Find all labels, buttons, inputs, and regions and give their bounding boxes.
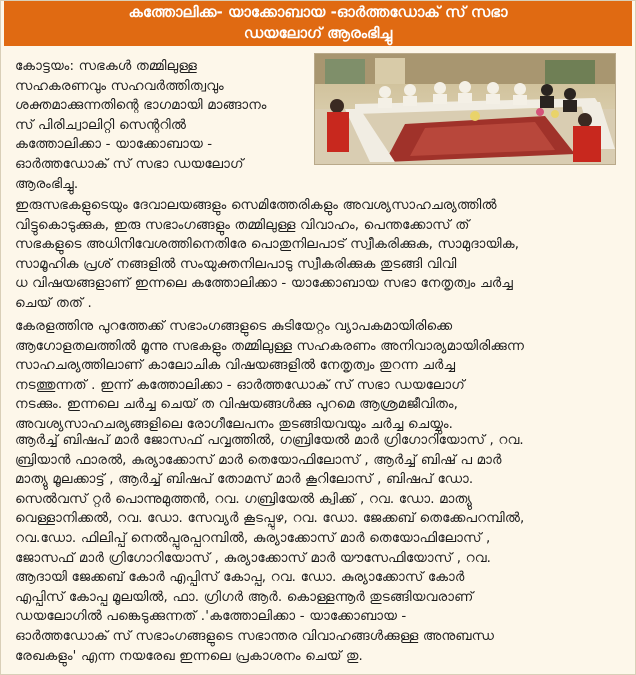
paragraph-line: കേരളത്തിനു പുറത്തേക്ക് സഭാംഗങ്ങളുടെ കുടിയേറ്റം വ്യാപകമായിരിക്കെ: [15, 319, 453, 334]
lead-line: ആരംഭിച്ചു.: [15, 176, 79, 192]
paragraph-line: സാഹചര്യത്തിലാണ് കാലോചിക വിഷയങ്ങളിൽ നേതൃത്വം തുറന്ന ചർച്ച: [15, 358, 456, 374]
paragraph-line: രേഖകളും' എന്ന നയരേഖ ഇന്നലെ പ്രകാശനം ചെയ് തു.: [15, 648, 363, 664]
paragraph-line: സെൽവസ് റ്റർ പൊന്നുമുത്തൻ, റവ. ഗബ്രിയേൽ ക്വിക്ക് , റവ. ഡോ. മാത്യു: [15, 491, 472, 507]
paragraph-line: ചെയ് തത് .: [15, 295, 92, 311]
lead-paragraph: [15, 57, 307, 194]
paragraph-line: ആദായി ജേക്കബ് കോർ എപ്പിസ് കോപ്പ, റവ. ഡോ. കുര്യാക്കോസ് കോർ: [15, 570, 465, 586]
lead-line: സഹകരണവും സഹവർത്തിത്വവും: [15, 78, 224, 94]
meeting-photo: [314, 53, 616, 165]
paragraph-line: വിട്ടുകൊടുക്കുക, ഇരു സഭാംഗങ്ങളും തമ്മിലുള്ള വിവാഹം, പെന്തക്കോസ് ത്: [15, 217, 470, 233]
paragraph-line: ഡയലോഗിൽ പങ്കെടുക്കുന്നത് .'കത്തോലിക്കാ - യാക്കോബായ -: [15, 609, 407, 625]
paragraph-line: സാമൂഹിക പ്രശ് നങ്ങളിൽ സംയുക്തനിലപാടു സ്വീകരിക്കുക തുടങ്ങി വിവി: [15, 256, 457, 272]
paragraph-line: ആർച്ച് ബിഷപ് മാർ ജോസഫ് പവ്വത്തിൽ, ഗബ്രിയേൽ മാർ ഗ്രിഗോറിയോസ് , റവ.: [15, 433, 524, 448]
headline-banner: [4, 1, 632, 46]
paragraph-line: വെള്ളാനിക്കൽ, റവ. ഡോ. സേവ്യർ കൂടപ്പുഴ, റവ. ഡോ. ജേക്കബ് തെക്കേപറമ്പിൽ,: [15, 511, 525, 527]
lead-line: കോട്ടയം: സഭകൾ തമ്മിലുള്ള: [15, 59, 197, 74]
lead-line: ഓർത്തഡോക് സ് സഭാ ഡയലോഗ്: [15, 156, 244, 172]
paragraph-line: ബ്രിയാൻ ഫാരൽ, കുര്യാക്കോസ് മാർ തെയോഫിലോസ് , ആർച്ച് ബിഷ് പ മാർ: [15, 452, 502, 468]
paragraph-line: നടത്തുന്നത് . ഇന്ന് കത്തോലിക്കാ - ഓർത്തഡോക് സ് സഭാ ഡയലോഗ്: [15, 377, 465, 393]
body-paragraph-2: [15, 317, 625, 435]
paragraph-line: എപ്പിസ് കോപ്പ മൂലയിൽ, ഫാ. ഗ്രിഗർ ആർ. കൊള്ളന്നൂർ തുടങ്ങിയവരാണ്: [15, 589, 474, 605]
paragraph-line: ധ വിഷയങ്ങളാണ് ഇന്നലെ കത്തോലിക്കാ - യാക്കോബായ സഭാ നേതൃത്വം ചർച്ച: [15, 276, 513, 292]
paragraph-line: ആഗോളതലത്തിൽ മൂന്നു സഭകളും തമ്മിലുള്ള സഹകരണം അനിവാര്യമായിരിക്കുന്ന: [15, 338, 524, 354]
paragraph-line: ജോസഫ് മാർ ഗ്രിഗോറിയോസ് , കുര്യാക്കോസ് മാർ യൗസേഫിയോസ് , റവ.: [15, 550, 492, 566]
paragraph-line: സഭകളുടെ അധിനിവേശത്തിനെതിരേ പൊതുനിലപാട് സ്വീകരിക്കുക, സാമുദായിക,: [15, 237, 520, 253]
paragraph-line: ഓർത്തഡോക് സ് സഭാംഗങ്ങളുടെ സഭാന്തര വിവാഹങ്ങൾക്കുള്ള അനുബന്ധ: [15, 628, 494, 644]
paragraph-line: അവശ്യസാഹചര്യങ്ങളിലെ രോഗീലേപനം തുടങ്ങിയവയും ചർച്ച ചെയ്യും.: [15, 416, 454, 432]
body-paragraph-1: [15, 196, 625, 314]
paragraph-line: റവ.ഡോ. ഫിലിപ്പ് നെൽപ്പുരപ്പറമ്പിൽ, കുര്യാക്കോസ് മാർ തെയോഫിലോസ് ,: [15, 530, 491, 546]
body-paragraph-3: [15, 431, 625, 666]
headline-line-1: കത്തോലിക്ക- യാക്കോബായ -ഓർത്തഡോക് സ് സഭാ: [128, 3, 508, 21]
lead-line: സ് പിരിച്വാലിറ്റി സെന്ററിൽ: [15, 117, 186, 133]
paragraph-line: നടക്കും. ഇന്നലെ ചർച്ച ചെയ് ത വിഷയങ്ങൾക്കു പുറമെ ആശ്രമജീവിതം,: [15, 397, 459, 413]
paragraph-line: മാത്യു മൂലക്കാട്ട് , ആർച്ച് ബിഷപ് തോമസ് മാർ കൂറിലോസ് , ബിഷപ് ഡോ.: [15, 472, 474, 488]
headline-line-2: ഡയലോഗ് ആരംഭിച്ചു: [243, 24, 393, 42]
lead-line: കത്തോലിക്കാ - യാക്കോബായ -: [15, 137, 213, 153]
paragraph-line: ഇരുസഭകളുടെയും ദേവാലയങ്ങളും സെമിത്തേരികളും അവശ്യസാഹചര്യത്തിൽ: [15, 198, 497, 213]
lead-line: ശക്തമാക്കുന്നതിന്റെ ഭാഗമായി മാങ്ങാനം: [15, 98, 267, 114]
photo-icon: [315, 54, 615, 164]
